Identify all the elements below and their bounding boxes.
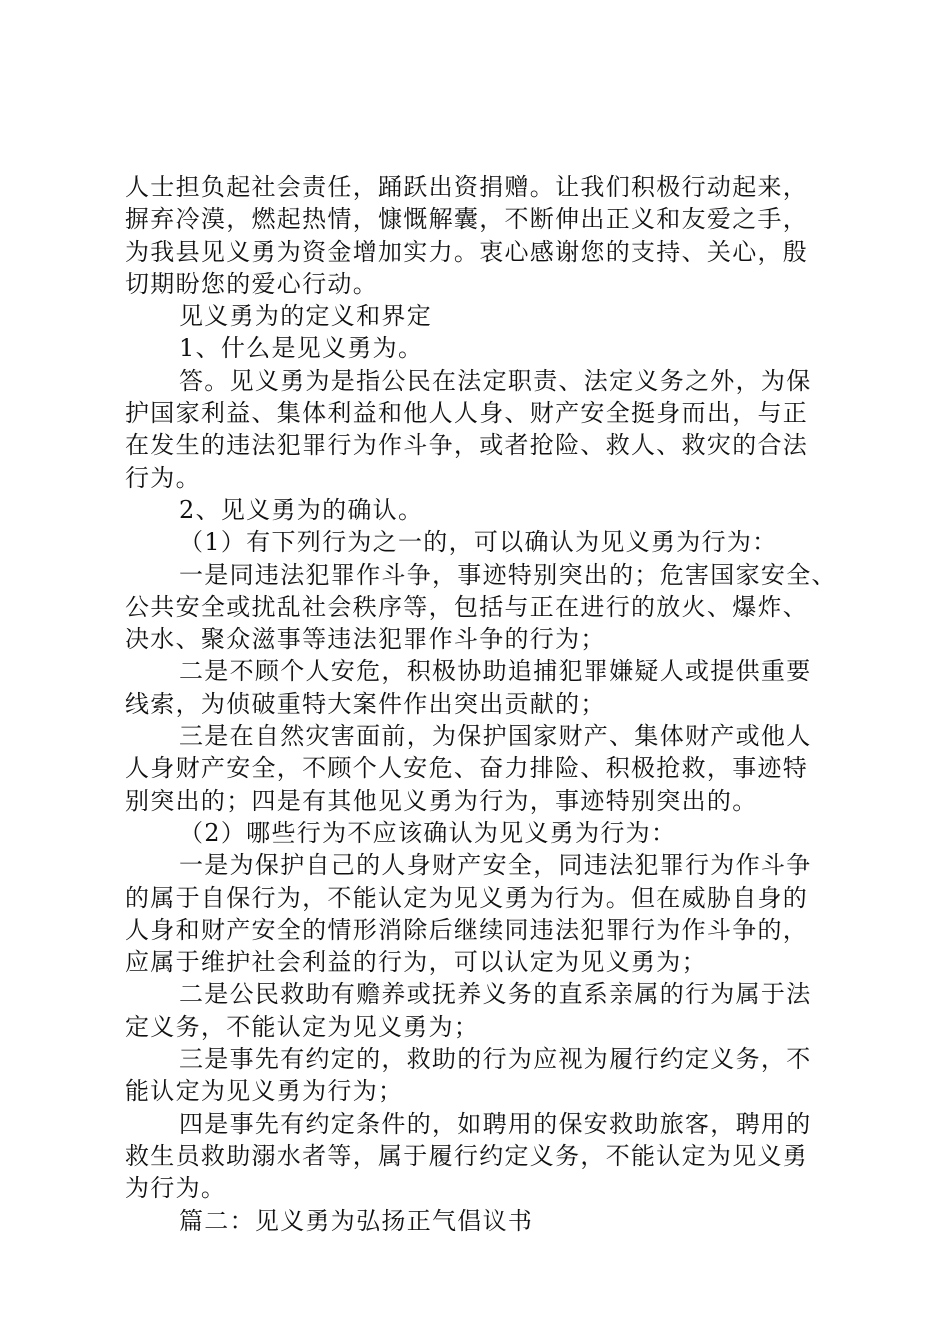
text-line: 线索，为侦破重特大案件作出突出贡献的； bbox=[125, 689, 606, 718]
text-line: （1）有下列行为之一的，可以确认为见义勇为行为： bbox=[179, 528, 778, 557]
text-line: 为我县见义勇为资金增加实力。衷心感谢您的支持、关心，殷 bbox=[125, 237, 809, 266]
text-line: 人身财产安全，不顾个人安危、奋力排险、积极抢救，事迹特 bbox=[125, 754, 809, 783]
text-line: 见义勇为的定义和界定 bbox=[179, 302, 432, 331]
text-line: 二是不顾个人安危，积极协助追捕犯罪嫌疑人或提供重要 bbox=[179, 657, 812, 686]
text-line: 三是在自然灾害面前，为保护国家财产、集体财产或他人 bbox=[179, 722, 812, 751]
text-line: 一是同违法犯罪作斗争，事迹特别突出的；危害国家安全、 bbox=[179, 560, 837, 589]
text-line: （2）哪些行为不应该确认为见义勇为行为： bbox=[179, 818, 677, 847]
text-line: 的属于自保行为，不能认定为见义勇为行为。但在威胁自身的 bbox=[125, 883, 809, 912]
text-line: 2、见义勇为的确认。 bbox=[179, 495, 424, 524]
text-line: 公共安全或扰乱社会秩序等，包括与正在进行的放火、爆炸、 bbox=[125, 592, 809, 621]
text-line: 救生员救助溺水者等，属于履行约定义务，不能认定为见义勇 bbox=[125, 1141, 809, 1170]
text-line: 为行为。 bbox=[125, 1174, 227, 1203]
text-line: 篇二：见义勇为弘扬正气倡议书 bbox=[179, 1206, 534, 1235]
text-line: 三是事先有约定的，救助的行为应视为履行约定义务，不 bbox=[179, 1045, 812, 1074]
text-line: 能认定为见义勇为行为； bbox=[125, 1077, 404, 1106]
text-line: 摒弃冷漠，燃起热情，慷慨解囊，不断伸出正义和友爱之手， bbox=[125, 205, 809, 234]
text-line: 决水、聚众滋事等违法犯罪作斗争的行为； bbox=[125, 625, 606, 654]
text-line: 一是为保护自己的人身财产安全，同违法犯罪行为作斗争 bbox=[179, 851, 812, 880]
text-line: 1、什么是见义勇为。 bbox=[179, 334, 424, 363]
text-line: 护国家利益、集体利益和他人人身、财产安全挺身而出，与正 bbox=[125, 399, 809, 428]
text-line: 在发生的违法犯罪行为作斗争，或者抢险、救人、救灾的合法 bbox=[125, 431, 809, 460]
text-line: 行为。 bbox=[125, 463, 201, 492]
text-line: 四是事先有约定条件的，如聘用的保安救助旅客，聘用的 bbox=[179, 1109, 812, 1138]
text-line: 答。见义勇为是指公民在法定职责、法定义务之外，为保 bbox=[179, 366, 812, 395]
text-line: 人身和财产安全的情形消除后继续同违法犯罪行为作斗争的， bbox=[125, 915, 809, 944]
text-line: 应属于维护社会利益的行为，可以认定为见义勇为； bbox=[125, 948, 707, 977]
text-line: 切期盼您的爱心行动。 bbox=[125, 269, 378, 298]
text-line: 别突出的；四是有其他见义勇为行为，事迹特别突出的。 bbox=[125, 786, 758, 815]
text-line: 二是公民救助有赡养或抚养义务的直系亲属的行为属于法 bbox=[179, 980, 812, 1009]
text-line: 人士担负起社会责任，踊跃出资捐赠。让我们积极行动起来， bbox=[125, 173, 809, 201]
document-body bbox=[125, 171, 855, 1237]
text-line: 定义务，不能认定为见义勇为； bbox=[125, 1012, 480, 1041]
